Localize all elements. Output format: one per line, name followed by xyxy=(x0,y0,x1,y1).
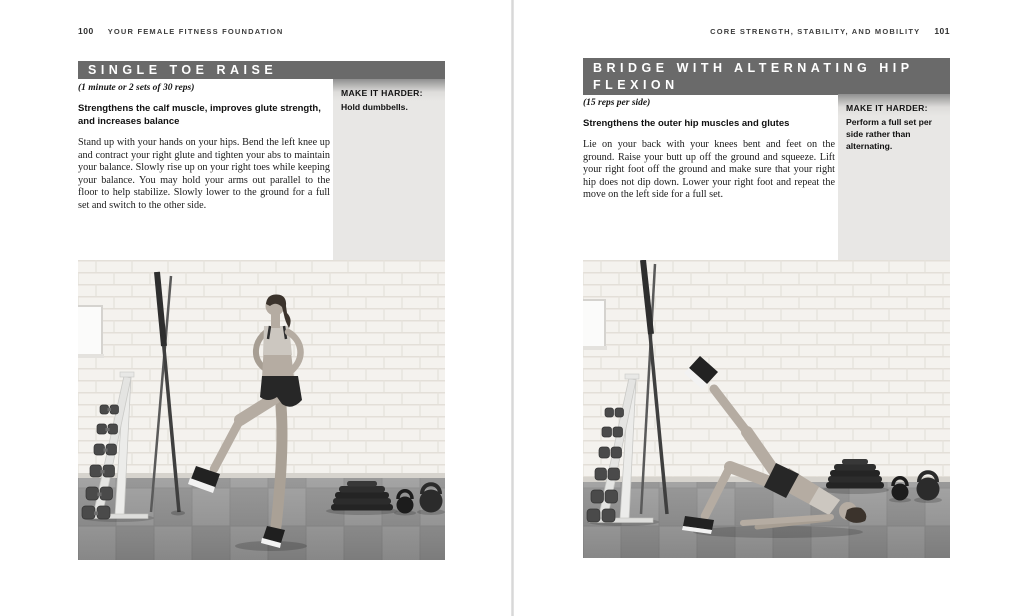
left-page-number: 100 xyxy=(78,26,94,36)
right-reps-line: (15 reps per side) xyxy=(583,98,651,108)
page-gutter-divider xyxy=(511,0,514,616)
right-exercise-title-bar: BRIDGE WITH ALTERNATING HIP FLEXION xyxy=(583,58,950,95)
right-running-header-text: CORE STRENGTH, STABILITY, AND MOBILITY xyxy=(710,27,921,36)
exercise-photo-bridge-hip-flexion xyxy=(583,260,950,558)
right-benefit-line: Strengthens the outer hip muscles and glutes xyxy=(583,118,790,129)
window xyxy=(78,306,104,358)
right-instructions: Lie on your back with your knees bent and feet on the ground. Raise your butt up off the ground and squeeze. Lift your right foot off the ground and make sure that your right hip does not dip down. Lower your right foot and repeat the move on the left side for a full set. xyxy=(583,139,835,201)
left-instructions: Stand up with your hands on your hips. Bend the left knee up and contract your right glute and tighten your abs to maintain your balance. Slowly rise up on your right toes while keeping your balance. You may hold your arms out parallel to the floor to help stabilize. Slowly lower to the ground for a full set and switch to the other side. xyxy=(78,137,330,211)
left-running-header xyxy=(78,26,445,36)
right-text-column xyxy=(583,98,835,202)
left-page xyxy=(78,0,445,616)
brick-wall xyxy=(583,260,950,482)
left-benefit-line: Strengthens the calf muscle, improves glute strength, and increases balance xyxy=(78,103,321,127)
right-sidebar-heading: MAKE IT HARDER: xyxy=(846,103,928,113)
right-page xyxy=(583,0,950,616)
left-sidebar xyxy=(333,79,445,260)
right-sidebar xyxy=(838,94,950,260)
left-running-header-text: YOUR FEMALE FITNESS FOUNDATION xyxy=(107,27,284,36)
left-reps-line: (1 minute or 2 sets of 30 reps) xyxy=(78,83,195,93)
right-page-number: 101 xyxy=(934,26,950,36)
left-sidebar-body: Hold dumbbells. xyxy=(341,101,408,112)
right-sidebar-body: Perform a full set per side rather than alternating. xyxy=(846,116,932,151)
left-exercise-title-bar: SINGLE TOE RAISE xyxy=(78,61,445,79)
left-sidebar-heading: MAKE IT HARDER: xyxy=(341,88,423,98)
exercise-photo-single-toe-raise xyxy=(78,260,445,560)
left-text-column xyxy=(78,83,330,213)
window xyxy=(583,300,607,350)
right-running-header xyxy=(583,26,950,36)
